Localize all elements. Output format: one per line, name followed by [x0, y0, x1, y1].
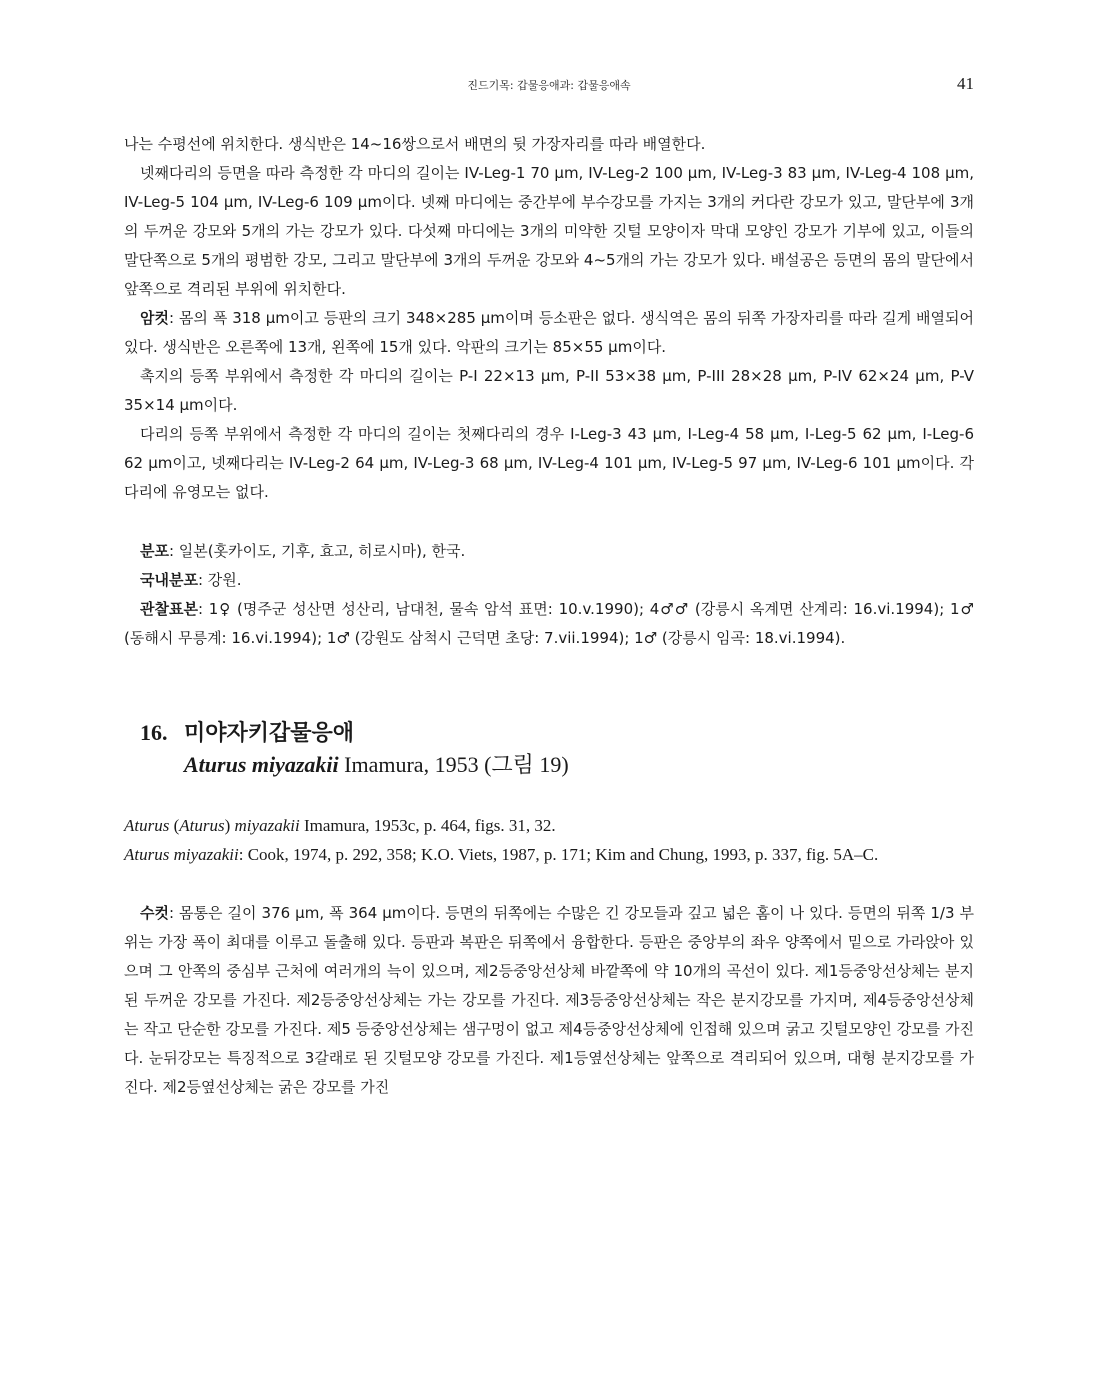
examined-specimens	[124, 595, 974, 653]
specimens-text: : 1♀ (명주군 성산면 성산리, 남대천, 물속 암석 표면: 10.v.1990); 4♂♂ (강릉시 옥계면 산계리: 16.vi.1994); 1♂ (동해시 무릉계: 16.vi.1994); 1♂ (강원도 삼척시 근덕면 초당: 7.vii.1994); 1♂ (강릉시 임곡: 18.vi.1994).	[124, 600, 974, 647]
domestic-distribution	[124, 566, 974, 595]
species-title-korean	[140, 717, 974, 749]
specimens-label: 관찰표본	[140, 600, 198, 618]
section-gap	[124, 653, 974, 717]
page-number: 41	[957, 74, 974, 93]
section-gap	[124, 781, 974, 811]
female-text: : 몸의 폭 318 μm이고 등판의 크기 348×285 μm이며 등소판은 없다. 생식역은 몸의 뒤쪽 가장자리를 따라 길게 배열되어 있다. 생식반은 오른쪽에 13개, 왼쪽에 15개 있다. 악판의 크기는 85×55 μm이다.	[124, 309, 974, 356]
synonym-subgenus: Aturus	[179, 816, 225, 835]
synonym-name: Aturus miyazakii	[124, 845, 239, 864]
running-header	[124, 74, 974, 98]
synonym-reference: Imamura, 1953c, p. 464, figs. 31, 32.	[299, 816, 556, 835]
paragraph-leg-measurements: 다리의 등쪽 부위에서 측정한 각 마디의 길이는 첫째다리의 경우 I-Leg-3 43 μm, I-Leg-4 58 μm, I-Leg-5 62 μm, I-Leg-6 62 μm이고, 넷째다리는 IV-Leg-2 64 μm, IV-Leg-3 68 μm, IV-Leg-4 101 μm, IV-Leg-5 97 μm, IV-Leg-6 101 μm이다. 각 다리에 유영모는 없다.	[124, 425, 974, 501]
male-label: 수컷	[140, 904, 169, 922]
distribution-text: : 일본(홋카이도, 기후, 효고, 히로시마), 한국.	[168, 542, 466, 560]
section-gap	[124, 869, 974, 899]
distribution-label: 분포	[140, 542, 169, 560]
species-author-year: Imamura, 1953 (그림 19)	[338, 752, 569, 777]
paragraph-male	[124, 899, 974, 1102]
paragraph-continuation: 나는 수평선에 위치한다. 생식반은 14~16쌍으로서 배면의 뒷 가장자리를 따라 배열한다.	[124, 135, 706, 153]
species-scientific-name: Aturus miyazakii	[184, 752, 339, 777]
paragraph-female	[124, 304, 974, 362]
synonym-punct: )	[224, 816, 235, 835]
distribution	[124, 537, 974, 566]
synonym-reference: : Cook, 1974, p. 292, 358; K.O. Viets, 1987, p. 171; Kim and Chung, 1993, p. 337, fig. 5A–C.	[238, 845, 879, 864]
species-title-scientific	[184, 749, 974, 781]
male-text: : 몸통은 길이 376 μm, 폭 364 μm이다. 등면의 뒤쪽에는 수많은 긴 강모들과 깊고 넓은 홈이 나 있다. 등면의 뒤쪽 1/3 부위는 가장 폭이 최대를 이루고 돌출해 있다. 등판과 복판은 뒤쪽에서 융합한다. 등판은 중앙부의 좌우 양쪽에서 밑으로 가라앉아 있으며 그 안쪽의 중심부 근처에 여러개의 늑이 있으며, 제2등중앙선상체 바깥쪽에 약 10개의 곡선이 있다. 제1등중앙선상체는 분지된 두꺼운 강모를 가진다. 제2등중앙선상체는 가는 강모를 가진다. 제3등중앙선상체는 작은 분지강모를 가지며, 제4등중앙선상체는 작고 단순한 강모를 가진다. 제5 등중앙선상체는 샘구멍이 없고 제4등중앙선상체에 인접해 있으며 굵고 깃털모양인 강모를 가진다. 눈뒤강모는 특징적으로 3갈래로 된 깃털모양 강모를 가진다. 제1등옆선상체는 앞쪽으로 격리되어 있으며, 대형 분지강모를 가진다. 제2등옆선상체는 굵은 강모를 가진	[124, 904, 974, 1096]
species-heading	[140, 717, 974, 781]
body-text	[124, 130, 974, 1102]
synonym-punct: (	[169, 816, 180, 835]
paragraph-palp-measurements: 촉지의 등쪽 부위에서 측정한 각 마디의 길이는 P-I 22×13 μm, P-II 53×38 μm, P-III 28×28 μm, P-IV 62×24 μm, P-V 35×14 μm이다.	[124, 367, 974, 414]
synonym-entry	[124, 811, 974, 840]
domestic-distribution-text: : 강원.	[197, 571, 242, 589]
female-label: 암컷	[140, 309, 169, 327]
synonym-species: miyazakii	[234, 816, 300, 835]
synonym-genus: Aturus	[124, 816, 170, 835]
species-number: 16.	[140, 720, 168, 745]
synonym-entry	[124, 840, 974, 869]
paragraph-leg4-measurements: 넷째다리의 등면을 따라 측정한 각 마디의 길이는 IV-Leg-1 70 μm, IV-Leg-2 100 μm, IV-Leg-3 83 μm, IV-Leg-4 108 μm, IV-Leg-5 104 μm, IV-Leg-6 109 μm이다. 넷째 마디에는 중간부에 부수강모를 가지는 3개의 커다란 강모가 있고, 말단부에 3개의 두꺼운 강모와 5개의 가는 강모가 있다. 다섯째 마디에는 3개의 미약한 깃털 모양이자 막대 모양인 강모가 기부에 있고, 이들의 말단쪽으로 5개의 평범한 강모, 그리고 말단부에 3개의 두꺼운 강모와 4~5개의 가는 강모가 있다. 배설공은 등면의 몸의 말단에서 앞쪽으로 격리된 부위에 위치한다.	[124, 164, 974, 298]
section-gap	[124, 507, 974, 537]
running-title: 진드기목: 갑물응애과: 갑물응애속	[467, 79, 631, 92]
species-korean-name: 미야자키갑물응애	[184, 720, 355, 745]
domestic-distribution-label: 국내분포	[140, 571, 198, 589]
